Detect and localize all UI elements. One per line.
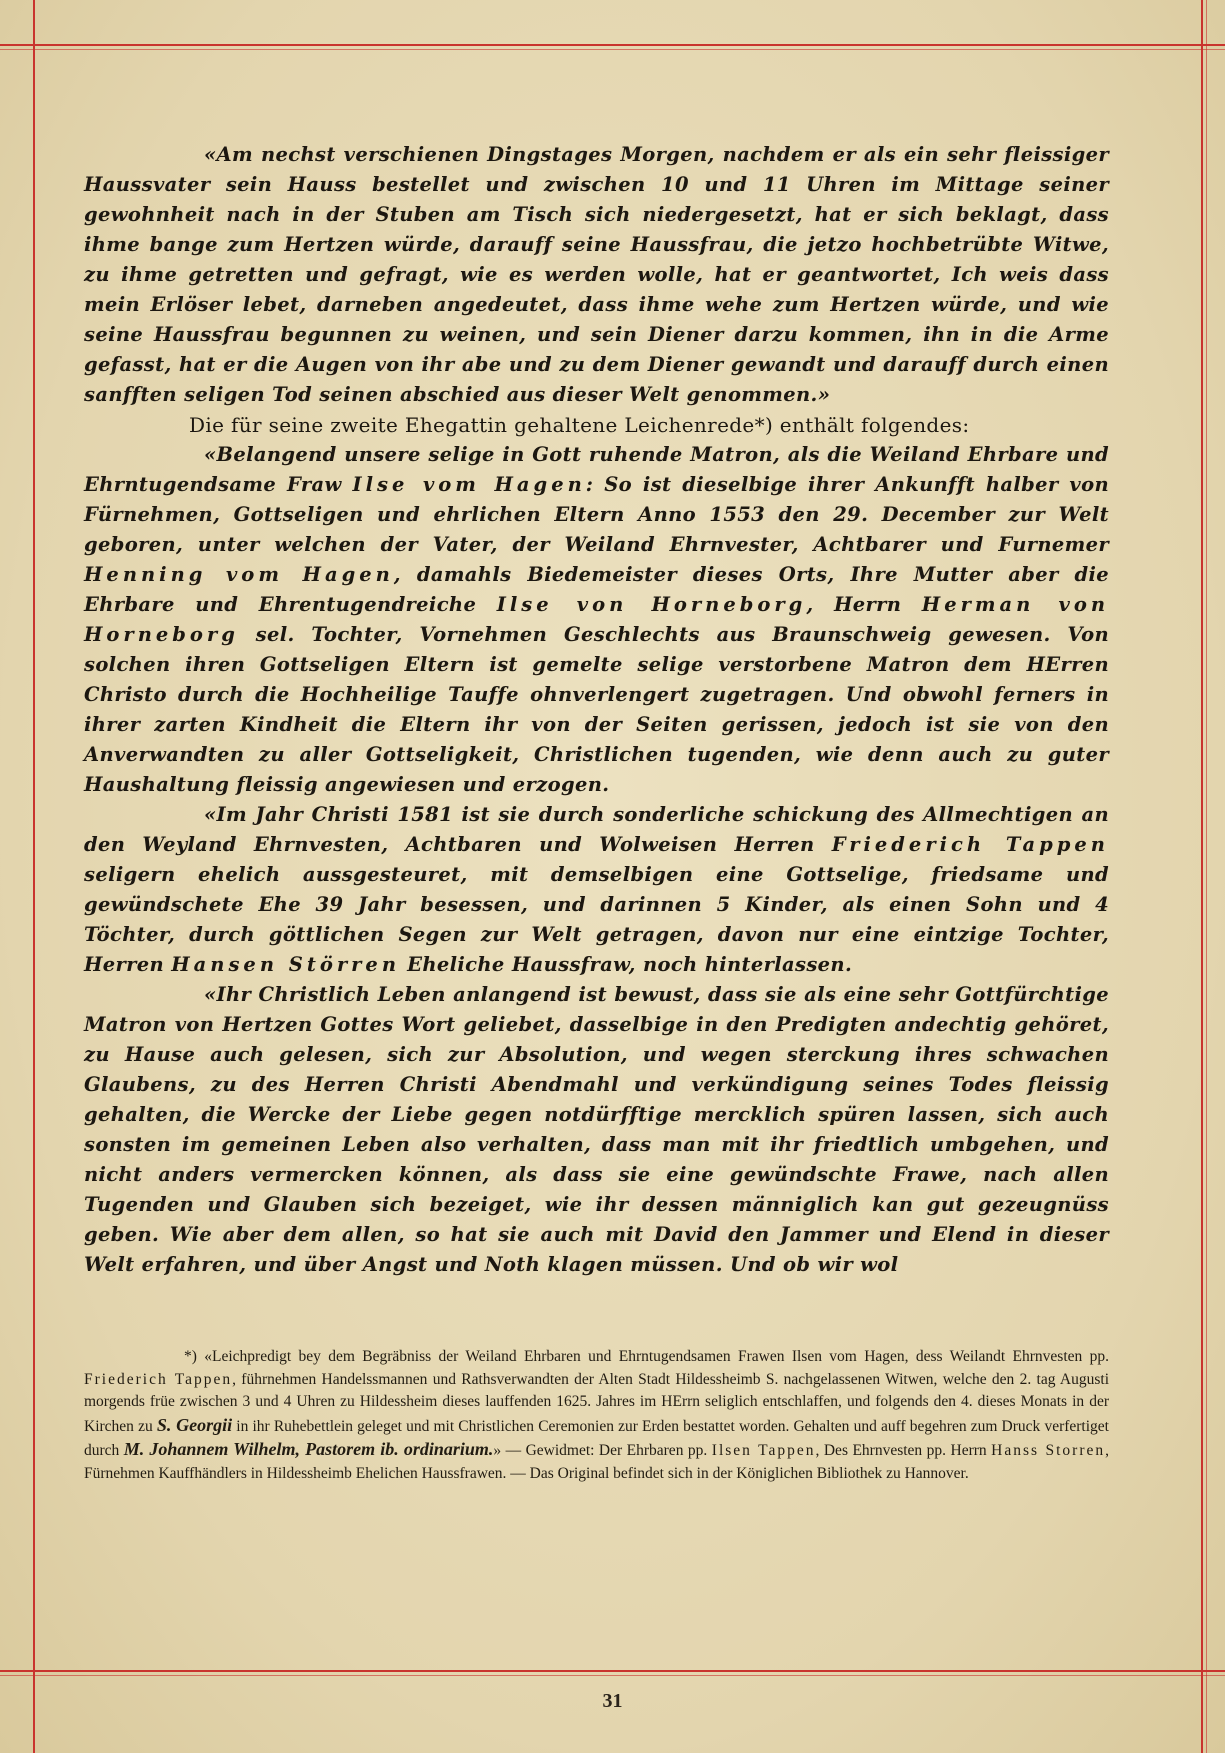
right-border-rule-thin bbox=[1206, 0, 1207, 1753]
person-name: Friederich Tappen bbox=[84, 1370, 233, 1388]
paragraph-quote-death: «Am nechst verschienen Dingstages Morgen, nachdem er als ein sehr fleissiger Haussvater sein Hauss bestellet und zwischen 10 und 11 Uhren im Mittage seiner gewohnheit nach in der Stuben am Tisch sich niedergesetzt, hat er sich beklagt, dass ihme bange zum Hertzen würde, darauff seine Haussfrau, die jetzo hochbetrübte Witwe, zu ihme getretten und gefragt, wie es werden wolle, hat er geantwortet, Ich weis dass mein Erlöser lebet, darneben angedeutet, dass ihme wehe zum Hertzen würde, und wie seine Haussfrau begunnen zu weinen, und sein Diener darzu kommen, ihn in die Arme gefasst, hat er die Augen von ihr abe und zu dem Diener gewandt und darauff durch einen sanfften seligen Tod seinen abschied aus dieser Welt genommen.» bbox=[84, 143, 1109, 406]
church-name: S. Georgii bbox=[156, 1414, 233, 1435]
footnote bbox=[84, 1346, 1109, 1485]
bottom-border-rule-thin bbox=[0, 1675, 1225, 1676]
paragraph-intro-funeral-speech: Die für seine zweite Ehegattin gehaltene Leichenrede*) enthält folgendes: bbox=[189, 413, 970, 437]
main-text bbox=[84, 140, 1109, 1280]
right-border-rule bbox=[1201, 0, 1203, 1753]
footnote-text: » — Gewidmet: Der Ehrbaren pp. bbox=[493, 1442, 712, 1459]
footnote-text: , führnehmen Handelssmannen und Rathsverwandten der Alten Stadt Hildessheimb S. nachgelassenen Witwen, welche den 2. tag Augusti morgends früe zwischen 3 und 4 Uhren zu Hildessheim dieses lauffenden 1625. Jahres im HErrn seliglich entschlaffen, und folgends den 4. dieses Monats in der Kirchen zu bbox=[84, 1370, 1110, 1435]
person-name: Friederich Tappen bbox=[831, 833, 1109, 856]
page-number: 31 bbox=[602, 1690, 623, 1712]
person-name: Hanss Storren bbox=[991, 1442, 1106, 1459]
person-name: Ilse vom Hagen bbox=[352, 473, 586, 496]
left-border-rule bbox=[33, 0, 35, 1753]
text-segment: seligern ehelich aussgesteuret, mit demselbigen eine Gottselige, friedsame und gewündschete Ehe 39 Jahr besessen, und darinnen 5 Kinder, als einen Sohn und 4 Töchter, durch göttlichen Segen zur Welt getragen, davon nur eine eintzige Tochter, Herren bbox=[84, 863, 1109, 976]
person-name: Herman von Horneborg bbox=[84, 593, 1110, 646]
text-segment: sel. Tochter, Vornehmen Geschlechts aus Braunschweig gewesen. Von solchen ihren Gottseligen Eltern ist gemelte selige verstorbene Matron dem HErren Christo durch die Hochheilige Tauffe ohnverlengert zugetragen. Und obwohl ferners in ihrer zarten Kindheit die Eltern ihr von der Seiten gerissen, jedoch ist sie von den Anverwandten zu aller Gottseligkeit, Christlichen tugenden, wie denn auch zu guter Haushaltung fleissig angewiesen und erzogen. bbox=[84, 623, 1109, 796]
top-border-rule-thin bbox=[0, 49, 1225, 50]
paragraph-quote-biography bbox=[84, 440, 1109, 800]
footnote-text: in ihr Ruhebettlein geleget und mit Christlichen Ceremonien zur Erden bestattet worden. Gehalten und auff begehren zum Druck verfertiget durch bbox=[84, 1417, 1109, 1459]
bottom-border-rule bbox=[0, 1670, 1225, 1672]
person-name: Hansen Störren bbox=[171, 953, 401, 976]
text-segment: «Im Jahr Christi 1581 ist sie durch sonderliche schickung des Allmechtigen an den Weyland Ehrnvesten, Achtbaren und Wolweisen Herren bbox=[84, 803, 1109, 856]
person-name: Ilsen Tappen bbox=[711, 1442, 816, 1459]
text-segment: «Belangend unsere selige in Gott ruhende Matron, als die Weiland Ehrbare und Ehrntugendsame Fraw bbox=[84, 443, 1109, 496]
paragraph-quote-christian-life: «Ihr Christlich Leben anlangend ist bewust, dass sie als eine sehr Gottfürchtige Matron von Hertzen Gottes Wort geliebet, dasselbige in den Predigten andechtig gehöret, zu Hause auch gelesen, sich zur Absolution, und wegen sterckung ihres schwachen Glaubens, zu des Herren Christi Abendmahl und verkündigung seines Todes fleissig gehalten, die Wercke der Liebe gegen notdürfftige mercklich spüren lassen, sich auch sonsten im gemeinen Leben also verhalten, dass man mit ihr friedtlich umbgehen, und nicht anders vermercken können, als dass sie eine gewündschte Frawe, nach allen Tugenden und Glauben sich bezeiget, wie ihr dessen männiglich kan gut gezeugnüss geben. Wie aber dem allen, so hat sie auch mit David den Jammer und Elend in dieser Welt erfahren, und über Angst und Noth klagen müssen. Und ob wir wol bbox=[84, 983, 1109, 1276]
paragraph-quote-marriage bbox=[84, 800, 1109, 980]
text-segment: , Herrn bbox=[806, 593, 922, 616]
text-segment: , damahls Biedemeister dieses Orts, Ihre Mutter aber die Ehrbare und Ehrentugendreiche bbox=[84, 563, 1109, 616]
person-name: Ilse von Horneborg bbox=[496, 593, 807, 616]
footnote-text: *) «Leichpredigt bey dem Begräbniss der Weiland Ehrbaren und Ehrntugendsamen Frawen Ilsen vom Hagen, dess Weilandt Ehrnvesten pp. bbox=[184, 1348, 1109, 1365]
text-segment: : So ist dieselbige ihrer Ankunfft halber von Fürnehmen, Gottseligen und ehrlichen Eltern Anno 1553 den 29. December zur Welt geboren, unter welchen der Vater, der Weiland Ehrnvester, Achtbarer und Furnemer bbox=[84, 473, 1109, 556]
person-name: Henning vom Hagen bbox=[84, 563, 394, 586]
footnote-text: , Des Ehrnvesten pp. Herrn bbox=[815, 1442, 992, 1459]
text-segment: Eheliche Haussfraw, noch hinterlassen. bbox=[400, 953, 853, 976]
footnote-text: , Fürnehmen Kauffhändlers in Hildessheimb Ehelichen Haussfrawen. — Das Original befindet sich in der Königlichen Bibliothek zu Hannover. bbox=[84, 1442, 1110, 1482]
top-border-rule bbox=[0, 44, 1225, 46]
author-name: M. Johannem Wilhelm, Pastorem ib. ordinarium. bbox=[123, 1439, 494, 1459]
